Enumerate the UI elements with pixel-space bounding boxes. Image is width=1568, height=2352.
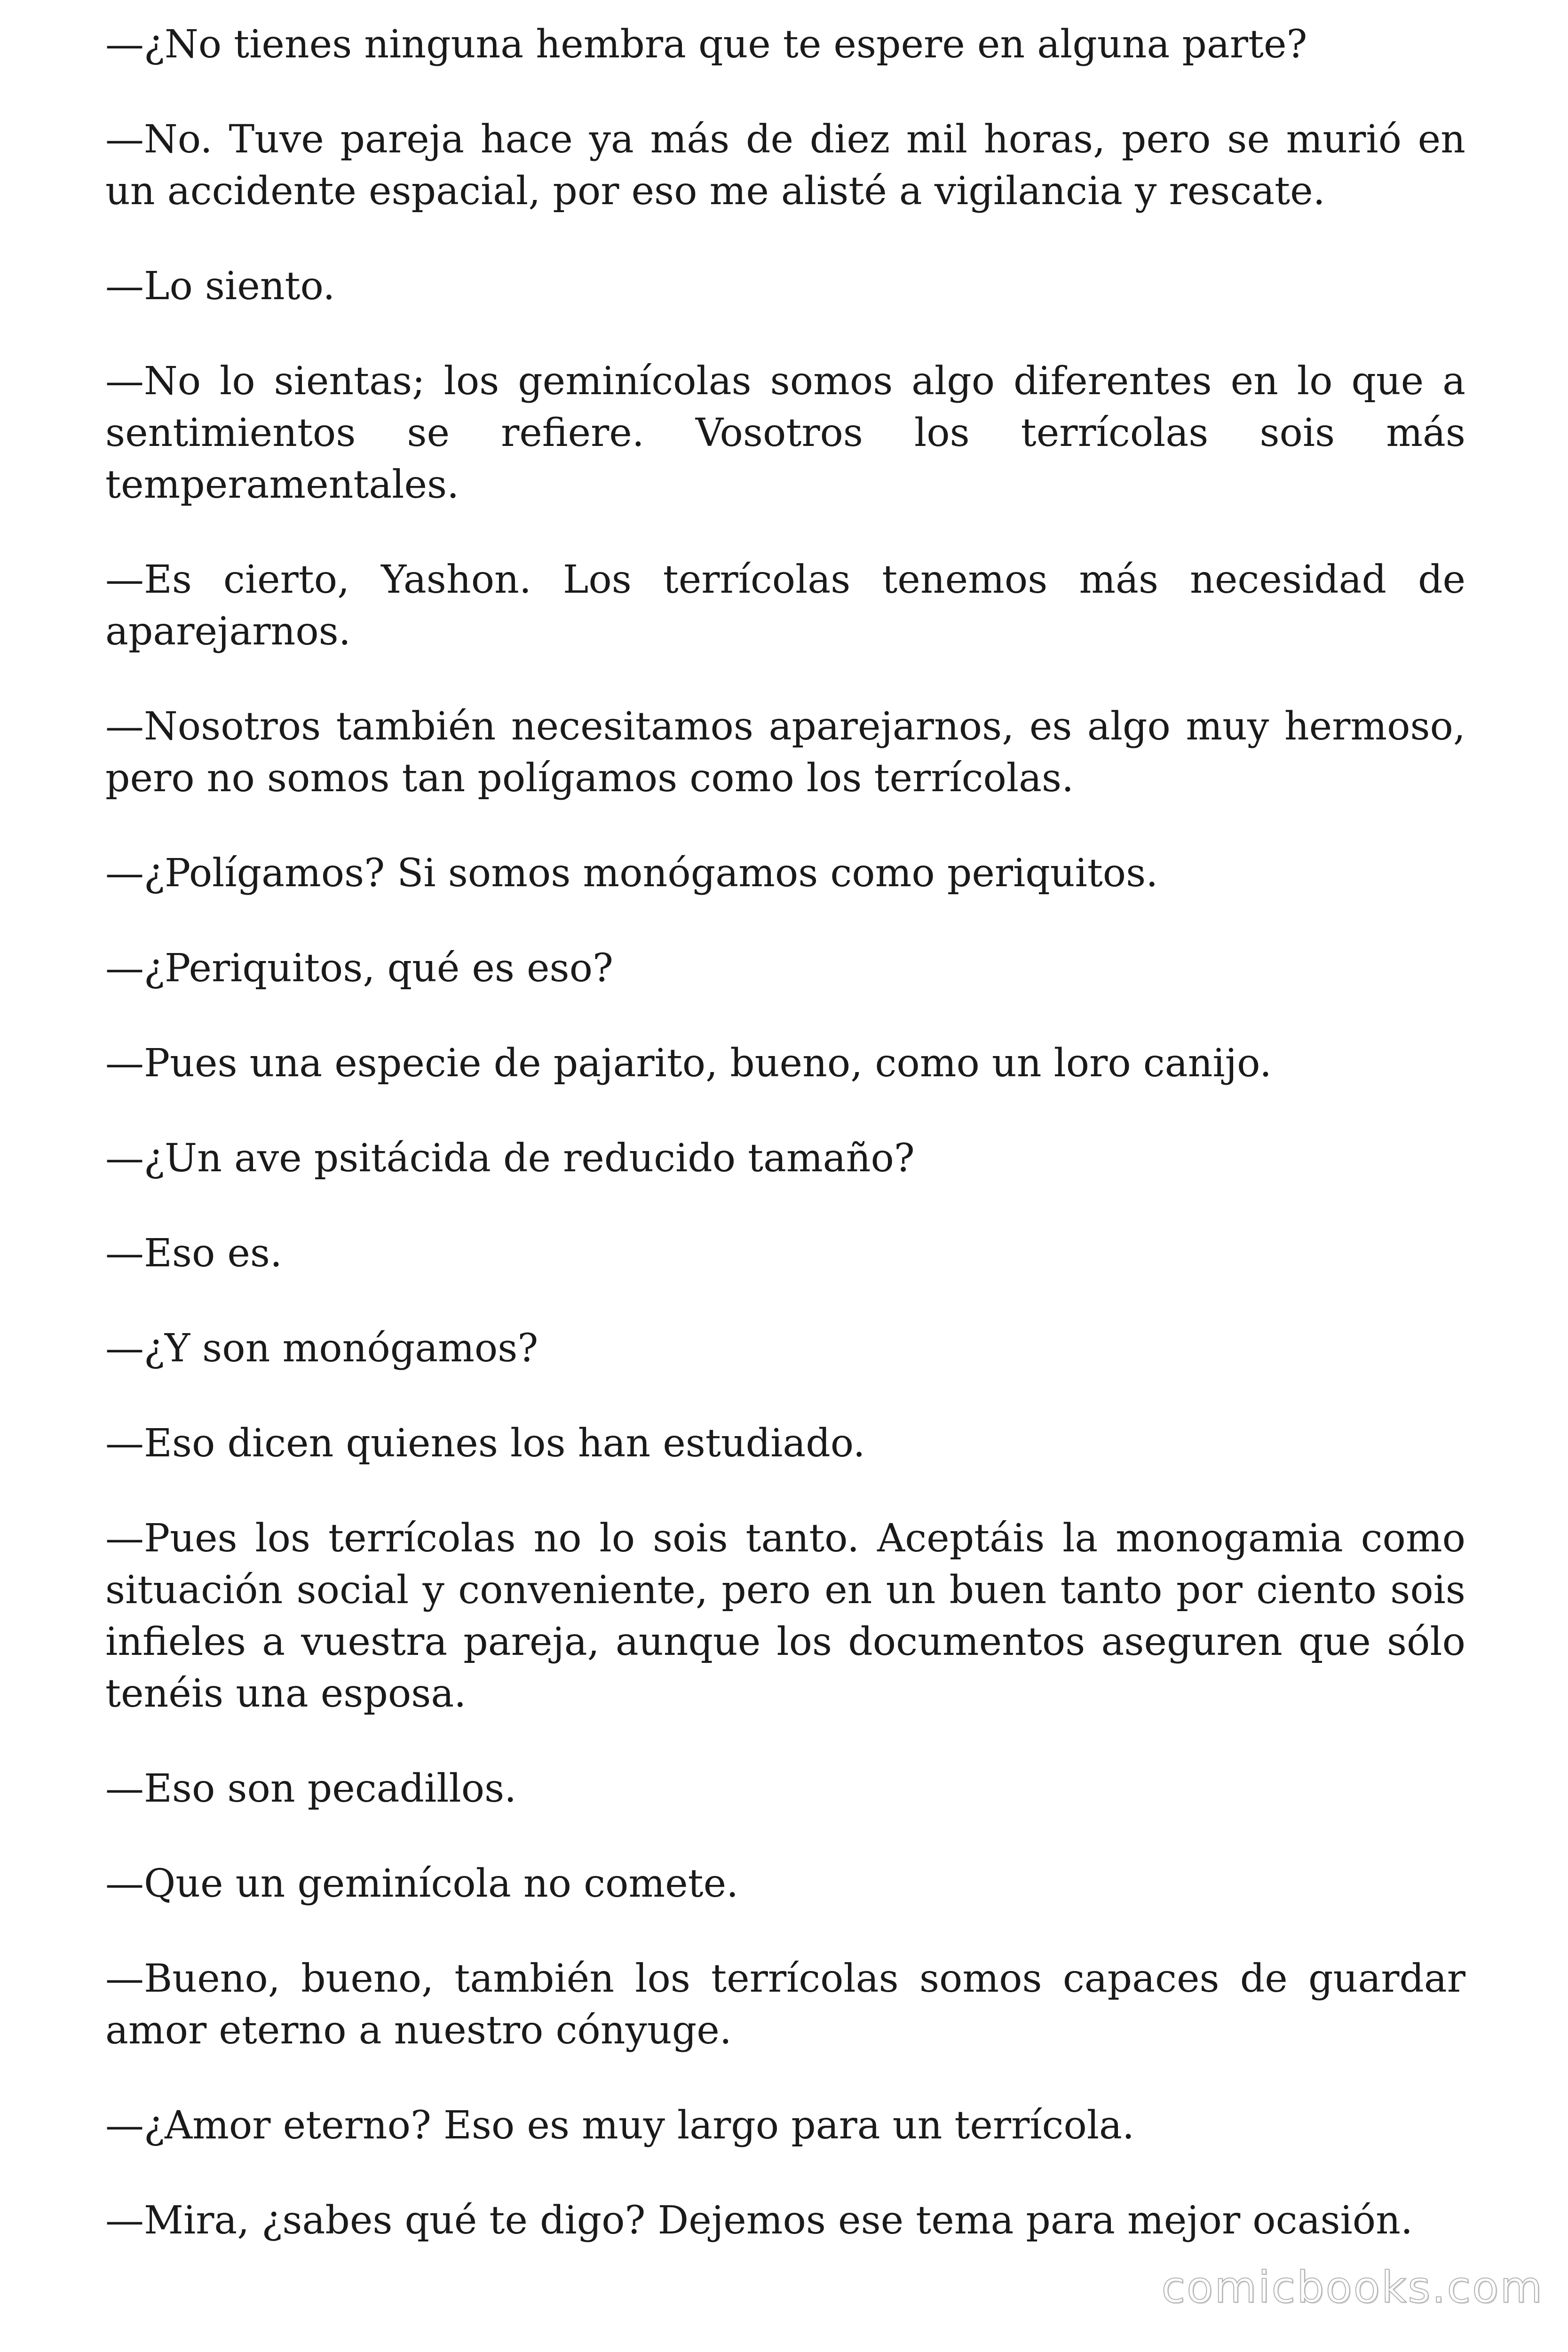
dialogue-paragraph: —Es cierto, Yashon. Los terrícolas tenemos más necesidad de aparejarnos.	[105, 557, 1465, 654]
page-text	[105, 19, 1465, 2290]
dialogue-paragraph: —Pues los terrícolas no lo sois tanto. Aceptáis la monogamia como situación social y conveniente, pero en un buen tanto por ciento sois infieles a vuestra pareja, aunque los documentos aseguren que sólo tenéis una esposa.	[105, 1516, 1465, 1716]
dialogue-paragraph: —¿Polígamos? Si somos monógamos como periquitos.	[105, 851, 1158, 896]
dialogue-paragraph: —¿Amor eterno? Eso es muy largo para un terrícola.	[105, 2103, 1135, 2148]
dialogue-paragraph: —¿Periquitos, qué es eso?	[105, 946, 613, 991]
dialogue-paragraph: —Bueno, bueno, también los terrícolas somos capaces de guardar amor eterno a nuestro cónyuge.	[105, 1956, 1465, 2053]
dialogue-paragraph: —Eso es.	[105, 1231, 283, 1276]
watermark: comicbooks.com	[1161, 2262, 1544, 2312]
dialogue-paragraph: —No. Tuve pareja hace ya más de diez mil horas, pero se murió en un accidente espacial, por eso me alisté a vigilancia y rescate.	[105, 117, 1465, 214]
dialogue-paragraph: —Que un geminícola no comete.	[105, 1861, 739, 1906]
dialogue-paragraph: —No lo sientas; los geminícolas somos algo diferentes en lo que a sentimientos se refiere. Vosotros los terrícolas sois más temperamentales.	[105, 359, 1465, 507]
dialogue-paragraph: —¿Y son monógamos?	[105, 1326, 539, 1371]
dialogue-paragraph: —Nosotros también necesitamos aparejarnos, es algo muy hermoso, pero no somos tan polígamos como los terrícolas.	[105, 704, 1465, 801]
dialogue-paragraph: —Mira, ¿sabes qué te digo? Dejemos ese tema para mejor ocasión.	[105, 2198, 1413, 2243]
dialogue-paragraph: —¿Un ave psitácida de reducido tamaño?	[105, 1136, 915, 1181]
dialogue-paragraph: —Eso son pecadillos.	[105, 1766, 517, 1811]
dialogue-paragraph: —Eso dicen quienes los han estudiado.	[105, 1421, 865, 1466]
dialogue-paragraph: —Lo siento.	[105, 264, 335, 309]
dialogue-paragraph: —Pues una especie de pajarito, bueno, como un loro canijo.	[105, 1041, 1272, 1086]
dialogue-paragraph: —¿No tienes ninguna hembra que te espere en alguna parte?	[105, 22, 1307, 67]
